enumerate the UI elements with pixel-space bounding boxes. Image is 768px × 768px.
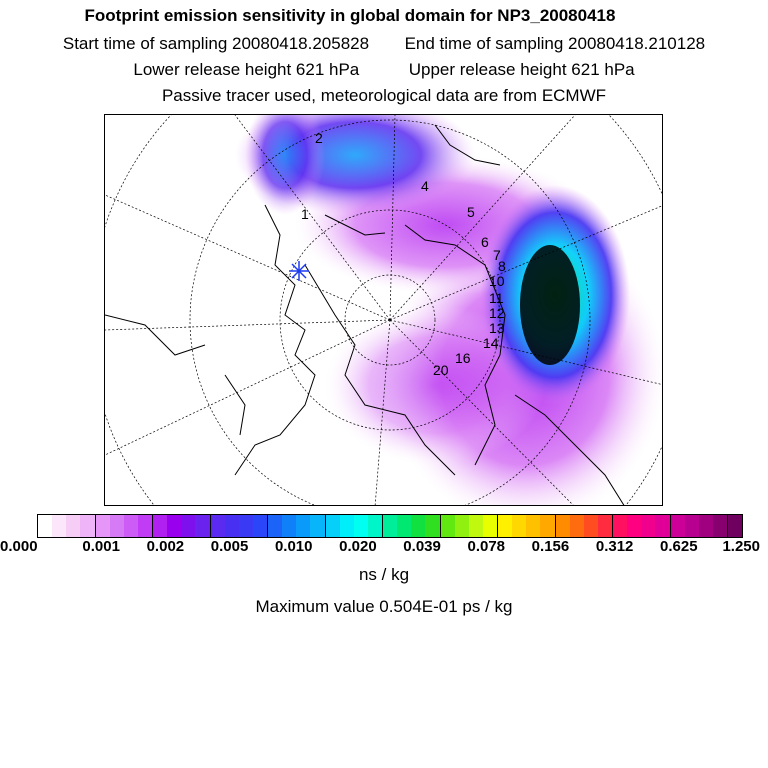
colorbar-unit: ns / kg [358, 565, 410, 584]
colorbar-swatch [685, 515, 699, 537]
colorbar-swatch [555, 515, 570, 537]
colorbar-swatch [181, 515, 195, 537]
colorbar-swatch [210, 515, 225, 537]
colorbar-swatch [713, 515, 727, 537]
colorbar-swatch [382, 515, 397, 537]
colorbar-swatch [253, 515, 267, 537]
colorbar-tick-label: 0.078 [467, 538, 506, 555]
colorbar-swatch [469, 515, 483, 537]
colorbar-swatch [397, 515, 411, 537]
colorbar-tick-label: 0.010 [274, 538, 313, 555]
tracer-note: Passive tracer used, meteorological data are from ECMWF [161, 86, 607, 105]
colorbar-swatch [670, 515, 685, 537]
sensitivity-field [235, 115, 663, 506]
day-label: 13 [489, 320, 505, 336]
day-label: 12 [489, 305, 505, 321]
colorbar-swatch [52, 515, 66, 537]
end-time: End time of sampling 20080418.210128 [404, 34, 706, 53]
day-label: 16 [455, 350, 471, 366]
colorbar-swatch [267, 515, 282, 537]
colorbar-swatch [526, 515, 540, 537]
day-label: 2 [315, 130, 323, 146]
colorbar-swatch [124, 515, 138, 537]
colorbar-swatch [641, 515, 655, 537]
day-label: 10 [489, 273, 505, 289]
colorbar-swatch [368, 515, 382, 537]
colorbar-swatch [598, 515, 612, 537]
colorbar-swatch [110, 515, 124, 537]
colorbar-tick-label: 0.000 [0, 538, 38, 555]
day-label: 1 [301, 206, 309, 222]
colorbar-tick-label: 0.005 [210, 538, 249, 555]
colorbar-tick-label: 0.001 [82, 538, 120, 555]
sampling-times [0, 34, 768, 54]
colorbar-swatch [95, 515, 110, 537]
colorbar [37, 514, 743, 538]
day-label: 5 [467, 204, 475, 220]
upper-release-height: Upper release height 621 hPa [408, 60, 635, 79]
colorbar-swatch [195, 515, 209, 537]
colorbar-swatch [612, 515, 627, 537]
day-label: 11 [489, 290, 504, 306]
colorbar-swatch [655, 515, 669, 537]
colorbar-swatch [66, 515, 80, 537]
colorbar-tick-label: 0.002 [146, 538, 185, 555]
day-label: 4 [421, 178, 429, 194]
colorbar-tick-label: 0.156 [531, 538, 570, 555]
colorbar-swatch [483, 515, 497, 537]
start-time: Start time of sampling 20080418.205828 [62, 34, 370, 53]
colorbar-swatch [296, 515, 310, 537]
maximum-value: Maximum value 0.504E-01 ps / kg [255, 597, 513, 616]
colorbar-swatch [38, 515, 52, 537]
colorbar-swatch [440, 515, 455, 537]
colorbar-tick-label: 0.020 [339, 538, 377, 555]
colorbar-swatch [512, 515, 526, 537]
colorbar-swatch [425, 515, 439, 537]
colorbar-tick-label: 0.625 [660, 538, 698, 555]
figure-title: Footprint emission sensitivity in global domain for NP3_20080418 [84, 6, 616, 25]
map-canvas [105, 115, 663, 506]
colorbar-tick-label: 0.039 [403, 538, 441, 555]
colorbar-swatch [152, 515, 167, 537]
colorbar-swatch [627, 515, 641, 537]
day-label: 20 [433, 362, 449, 378]
colorbar-swatch [310, 515, 324, 537]
colorbar-swatch [727, 515, 742, 537]
colorbar-swatch [239, 515, 253, 537]
colorbar-swatch [282, 515, 296, 537]
colorbar-tick-label: 0.312 [595, 538, 634, 555]
colorbar-swatch [699, 515, 713, 537]
colorbar-swatch [540, 515, 554, 537]
colorbar-swatch [225, 515, 239, 537]
colorbar-swatch [354, 515, 368, 537]
day-label: 7 [493, 247, 501, 263]
release-location-star [289, 261, 309, 281]
colorbar-swatch [80, 515, 94, 537]
colorbar-tick-label: 1.250 [722, 538, 760, 555]
colorbar-swatch [325, 515, 340, 537]
footprint-map [104, 114, 663, 506]
colorbar-swatch [167, 515, 181, 537]
colorbar-swatch [411, 515, 425, 537]
day-label: 14 [483, 335, 499, 351]
day-label: 6 [481, 234, 489, 250]
colorbar-swatch [497, 515, 512, 537]
colorbar-swatch [138, 515, 152, 537]
release-heights [0, 60, 768, 80]
colorbar-swatch [455, 515, 469, 537]
colorbar-swatch [584, 515, 598, 537]
colorbar-swatch [570, 515, 584, 537]
lower-release-height: Lower release height 621 hPa [133, 60, 360, 79]
colorbar-swatch [340, 515, 354, 537]
day-label: 8 [498, 258, 506, 274]
